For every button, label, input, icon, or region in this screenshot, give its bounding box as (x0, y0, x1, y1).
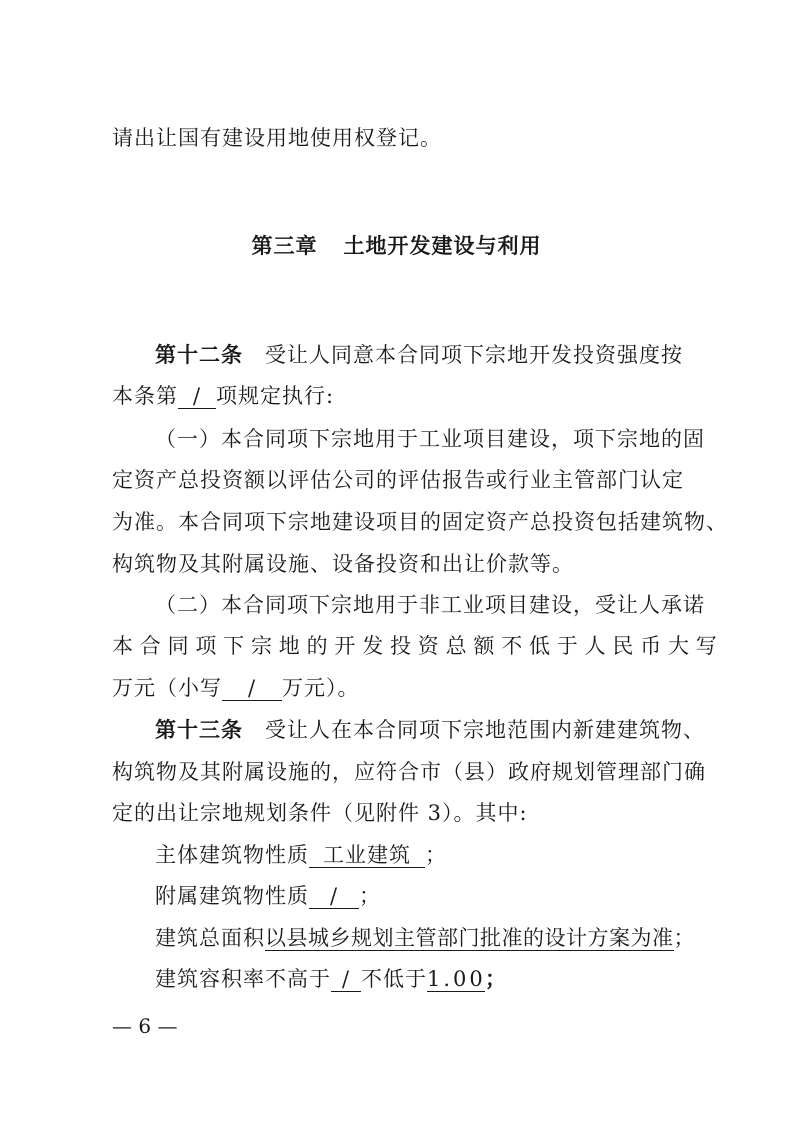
filled-blank: / (178, 384, 216, 409)
text-line: 定资产总投资额以评估公司的评估报告或行业主管部门认定 (112, 468, 684, 492)
article-13-heading-line (155, 714, 705, 746)
filled-blank: / (222, 676, 282, 701)
text-line-amount (112, 672, 684, 704)
text-fragment: 附属建筑物性质 (155, 884, 309, 908)
filled-blank: / (309, 884, 359, 909)
page-number: — 6 — (112, 1014, 178, 1038)
chapter-title: 土地开发建设与利用 (343, 234, 542, 258)
text-line: （二）本合同项下宗地用于非工业项目建设，受让人承诺 (155, 593, 705, 617)
text-fragment: 项规定执行: (216, 384, 335, 408)
text-fragment: 不低于 (361, 967, 427, 991)
text-line: 为准。本合同项下宗地建设项目的固定资产总投资包括建筑物、 (112, 510, 728, 534)
chapter-heading (0, 230, 793, 262)
text-fragment: ； (425, 843, 447, 867)
article-13-text: 受让人在本合同项下宗地范围内新建建筑物、 (265, 718, 705, 742)
text-fragment: 万元（小写 (112, 676, 222, 700)
text-line: 构筑物及其附属设施、设备投资和出让价款等。 (112, 552, 574, 576)
text-line-spread: 本合同项下宗地的开发投资总额不低于人民币大写 (112, 634, 724, 658)
article-13-label: 第十三条 (155, 718, 243, 742)
total-floor-area-line (155, 922, 696, 954)
text-line: 构筑物及其附属设施的，应符合市（县）政府规划管理部门确 (112, 760, 706, 784)
text-line: 定的出让宗地规划条件（见附件 3）。其中: (112, 801, 528, 825)
article-12-text: 受让人同意本合同项下宗地开发投资强度按 (265, 343, 683, 367)
text-fragment: ； (359, 884, 381, 908)
filled-blank: 工业建筑 (309, 843, 425, 868)
filled-blank: / (331, 967, 361, 992)
ancillary-building-nature-line (155, 880, 684, 912)
text-line-registration: 请出让国有建设用地使用权登记。 (112, 126, 442, 150)
article-12-heading-line (155, 339, 684, 371)
text-line: （一）本合同项下宗地用于工业项目建设，项下宗地的固 (155, 427, 705, 451)
text-fragment: 建筑容积率不高于 (155, 967, 331, 991)
text-fragment: 本条第 (112, 384, 178, 408)
article-12-clause-line (112, 380, 684, 412)
plot-ratio-line (155, 963, 684, 995)
filled-blank: 以县城乡规划主管部门批准的设计方案为准 (265, 926, 674, 950)
main-building-nature-line (155, 839, 684, 871)
text-fragment: ； (485, 967, 507, 991)
chapter-number: 第三章 (251, 234, 318, 258)
text-fragment: 万元）。 (282, 676, 360, 700)
filled-blank: 1.00 (427, 967, 486, 991)
text-fragment: 主体建筑物性质 (155, 843, 309, 867)
article-12-label: 第十二条 (155, 343, 243, 367)
text-fragment: 建筑总面积 (155, 926, 265, 950)
text-fragment: ； (673, 926, 696, 950)
